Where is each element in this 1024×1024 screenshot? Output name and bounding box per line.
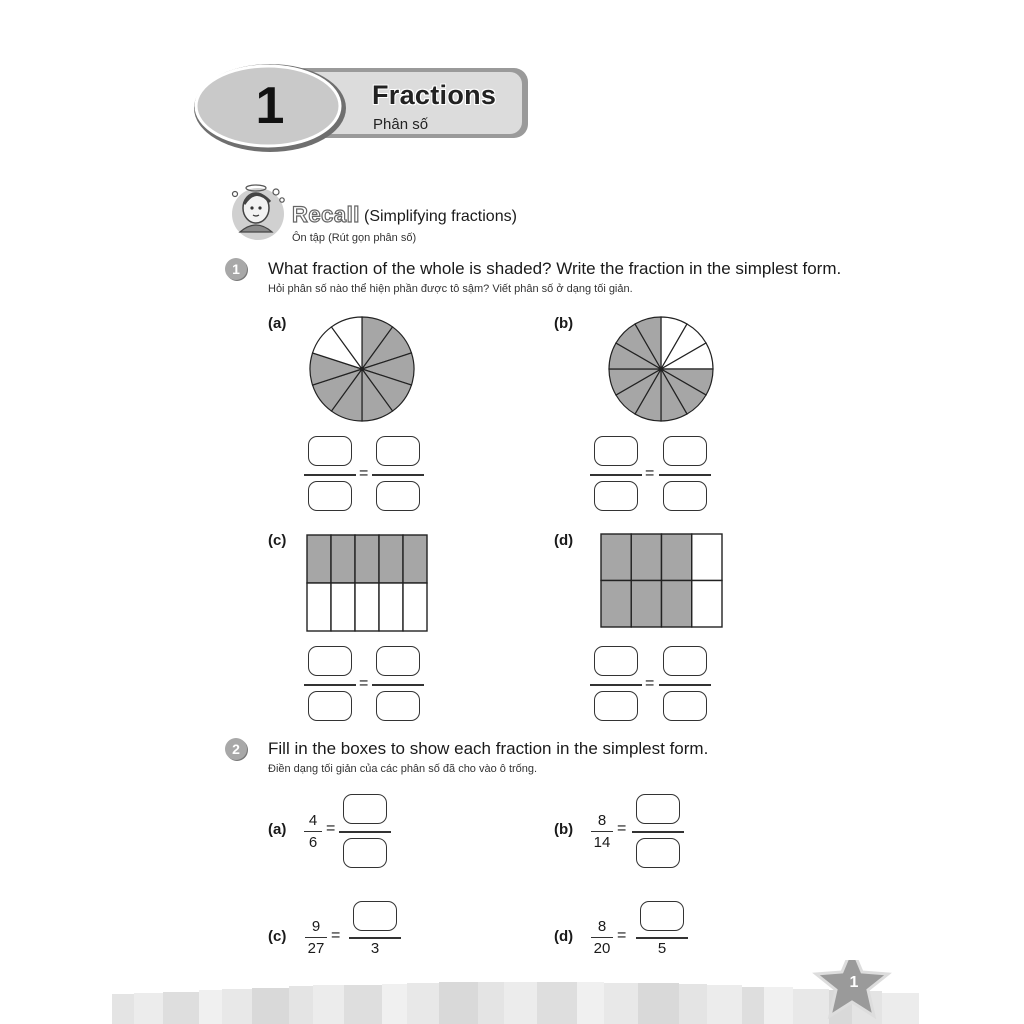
q2a-answer-bar xyxy=(339,831,391,833)
q2a-equals: = xyxy=(326,820,336,837)
question-2-text-vi: Điền dạng tối giản của các phân số đã cho vào ô trống. xyxy=(268,763,538,775)
q1a-fraction-bar-right xyxy=(372,474,424,476)
question-1-text-vi: Hỏi phân số nào thể hiện phần được tô sậm? Viết phân số ở dạng tối giản. xyxy=(268,283,633,295)
q1c-cell-r2-c4 xyxy=(379,583,403,631)
q2c-numerator-box[interactable] xyxy=(353,901,397,931)
q2b-fraction-bar xyxy=(591,831,613,832)
q1d-simplest-numerator-box[interactable] xyxy=(663,646,707,676)
q2c-fraction-bar xyxy=(305,937,327,938)
q1c-cell-r1-c4 xyxy=(379,535,403,583)
q1d-cell-r2-c4 xyxy=(692,581,722,628)
question-1-text: What fraction of the whole is shaded? Write the fraction in the simplest form. xyxy=(268,259,842,278)
q1b-denominator-box[interactable] xyxy=(594,481,638,511)
question-1-badge: 1 xyxy=(225,258,247,280)
q1d-cell-r2-c1 xyxy=(601,581,631,628)
thinking-character-icon xyxy=(226,180,290,244)
q1c-cell-r1-c5 xyxy=(403,535,427,583)
q1d-cell-r1-c1 xyxy=(601,534,631,581)
q1d-cell-r2-c2 xyxy=(631,581,661,628)
bottom-stripe-decoration xyxy=(0,960,1024,1024)
q2b-numerator-box[interactable] xyxy=(636,794,680,824)
q1-part-d-label: (d) xyxy=(554,532,574,549)
q1b-simplest-denominator-box[interactable] xyxy=(663,481,707,511)
q1-part-a-label: (a) xyxy=(268,315,287,332)
q1c-cell-r1-c1 xyxy=(307,535,331,583)
q1c-cell-r2-c5 xyxy=(403,583,427,631)
q1d-simplest-denominator-box[interactable] xyxy=(663,691,707,721)
q2a-fraction-bar xyxy=(304,831,322,832)
question-2-badge: 2 xyxy=(225,738,247,760)
bottom-stripe xyxy=(537,982,577,1024)
q2c-given-denominator: 3 xyxy=(370,940,380,957)
q1d-equals: = xyxy=(645,675,655,692)
bottom-stripe xyxy=(407,983,439,1024)
bottom-stripe xyxy=(504,982,537,1024)
q1a-numerator-box[interactable] xyxy=(308,436,352,466)
q1c-cell-r1-c3 xyxy=(355,535,379,583)
q2b-answer-bar xyxy=(632,831,684,833)
q2-part-c-label: (c) xyxy=(268,928,287,945)
q1d-rectangle-diagram xyxy=(600,533,723,628)
q1b-fraction-bar-left xyxy=(590,474,642,476)
q1a-equals: = xyxy=(359,465,369,482)
bottom-stripe xyxy=(382,984,407,1024)
q1b-circle-diagram xyxy=(606,314,716,424)
q2c-answer-bar xyxy=(349,937,401,939)
q2b-numerator: 8 xyxy=(597,812,607,829)
q1c-simplest-numerator-box[interactable] xyxy=(376,646,420,676)
q1d-cell-r1-c3 xyxy=(662,534,692,581)
q2a-numerator-box[interactable] xyxy=(343,794,387,824)
q1c-fraction-bar-right xyxy=(372,684,424,686)
bottom-stripe xyxy=(764,987,793,1024)
q2d-answer-bar xyxy=(636,937,688,939)
bottom-stripe xyxy=(313,985,344,1024)
bottom-stripe xyxy=(289,986,313,1024)
q1a-denominator-box[interactable] xyxy=(308,481,352,511)
q1a-circle-diagram xyxy=(307,314,417,424)
bottom-stripe xyxy=(344,985,382,1024)
q1c-rectangle-diagram xyxy=(306,534,428,632)
bottom-stripe xyxy=(112,994,134,1024)
q1d-cell-r1-c4 xyxy=(692,534,722,581)
bottom-stripe xyxy=(222,989,252,1024)
q1c-cell-r2-c1 xyxy=(307,583,331,631)
q2c-numerator: 9 xyxy=(311,918,321,935)
bottom-stripe xyxy=(252,988,289,1024)
q1-part-b-label: (b) xyxy=(554,315,574,332)
q2b-equals: = xyxy=(617,820,627,837)
bottom-stripe xyxy=(679,984,707,1024)
q1d-numerator-box[interactable] xyxy=(594,646,638,676)
q2b-denominator: 14 xyxy=(593,834,611,851)
bottom-stripe xyxy=(793,989,829,1024)
q1a-simplest-numerator-box[interactable] xyxy=(376,436,420,466)
recall-topic: (Simplifying fractions) xyxy=(364,208,517,225)
chapter-number: 1 xyxy=(255,77,285,135)
q2d-denominator: 20 xyxy=(593,940,611,957)
question-2-text: Fill in the boxes to show each fraction in the simplest form. xyxy=(268,739,709,758)
q2d-equals: = xyxy=(617,927,627,944)
bottom-stripe xyxy=(707,985,742,1024)
q1c-cell-r2-c2 xyxy=(331,583,355,631)
q2a-numerator: 4 xyxy=(308,812,318,829)
bottom-stripe xyxy=(439,982,478,1024)
q1b-numerator-box[interactable] xyxy=(594,436,638,466)
q2d-numerator-box[interactable] xyxy=(640,901,684,931)
q2-part-d-label: (d) xyxy=(554,928,574,945)
q2a-denominator-box[interactable] xyxy=(343,838,387,868)
q1d-cell-r2-c3 xyxy=(662,581,692,628)
q1c-fraction-bar-left xyxy=(304,684,356,686)
q1c-denominator-box[interactable] xyxy=(308,691,352,721)
q2d-numerator: 8 xyxy=(597,918,607,935)
q1b-simplest-numerator-box[interactable] xyxy=(663,436,707,466)
bottom-stripe xyxy=(199,990,222,1024)
q1c-cell-r2-c3 xyxy=(355,583,379,631)
q2-part-a-label: (a) xyxy=(268,821,287,838)
q1d-fraction-bar-right xyxy=(659,684,711,686)
q1d-cell-r1-c2 xyxy=(631,534,661,581)
q1c-numerator-box[interactable] xyxy=(308,646,352,676)
q2c-denominator: 27 xyxy=(307,940,325,957)
page-number: 1 xyxy=(849,974,859,991)
q2-part-b-label: (b) xyxy=(554,821,574,838)
q1c-simplest-denominator-box[interactable] xyxy=(376,691,420,721)
q1b-fraction-bar-right xyxy=(659,474,711,476)
q2b-denominator-box[interactable] xyxy=(636,838,680,868)
q1d-denominator-box[interactable] xyxy=(594,691,638,721)
recall-heading: Recall xyxy=(292,202,360,227)
q2a-denominator: 6 xyxy=(308,834,318,851)
bottom-stripe xyxy=(478,982,504,1024)
q2c-equals: = xyxy=(331,927,341,944)
bottom-stripe xyxy=(134,993,163,1024)
bottom-stripe xyxy=(163,992,199,1024)
bottom-stripe xyxy=(742,987,764,1024)
chapter-subtitle: Phân số xyxy=(373,116,429,133)
q2d-given-denominator: 5 xyxy=(657,940,667,957)
bottom-stripe xyxy=(638,983,679,1024)
q1-part-c-label: (c) xyxy=(268,532,287,549)
bottom-stripe xyxy=(604,983,638,1024)
bottom-stripe xyxy=(577,982,604,1024)
q1a-simplest-denominator-box[interactable] xyxy=(376,481,420,511)
q1b-equals: = xyxy=(645,465,655,482)
q1a-fraction-bar-left xyxy=(304,474,356,476)
q1d-fraction-bar-left xyxy=(590,684,642,686)
q1c-equals: = xyxy=(359,675,369,692)
q2d-fraction-bar xyxy=(591,937,613,938)
recall-topic-vi: Ôn tập (Rút gọn phân số) xyxy=(292,232,417,244)
chapter-title: Fractions xyxy=(372,80,497,110)
q1c-cell-r1-c2 xyxy=(331,535,355,583)
bottom-stripe xyxy=(882,993,919,1024)
